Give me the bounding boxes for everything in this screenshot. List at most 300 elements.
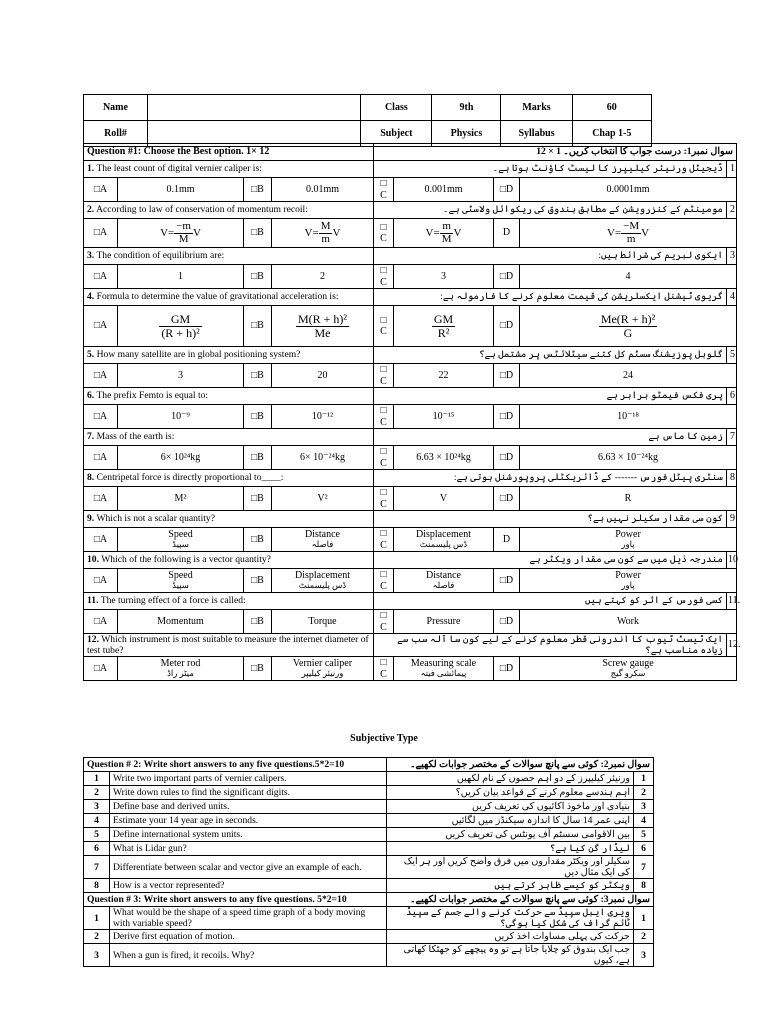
section-heading: Question # 3: Write short answers to any five questions. 5*2=10 (84, 893, 387, 907)
option-d (494, 657, 520, 681)
option-c-letter: C (380, 621, 387, 633)
option-b (244, 528, 272, 552)
question-row (84, 161, 737, 178)
option-d (494, 446, 520, 470)
mcq-heading-urdu: سوال نمبر1: درست جواب کا انتخاب کریں۔ 1 × 12 (374, 144, 737, 161)
short-question-row (84, 772, 654, 786)
option-b-checkbox[interactable]: □B (251, 662, 264, 674)
option-c-checkbox[interactable]: □ (380, 405, 387, 416)
short-question-row (84, 800, 654, 814)
option-c (374, 405, 394, 429)
option-c-letter: C (380, 189, 387, 201)
question-number-urdu: 3 (634, 800, 654, 814)
options-row (84, 569, 737, 593)
question-urdu: لیڈار گن کیا ہے؟ (387, 842, 634, 856)
option-c-answer (394, 487, 494, 511)
subject-label: Subject (361, 121, 432, 147)
question-text (84, 161, 374, 178)
option-d (494, 610, 520, 634)
option-c-answer (394, 219, 494, 248)
option-d-checkbox[interactable]: □D (499, 320, 514, 332)
question-number-urdu: 11. (727, 593, 737, 610)
name-label: Name (84, 95, 148, 121)
question-number-urdu: 8 (727, 470, 737, 487)
question-number-urdu: 2 (634, 786, 654, 800)
option-a-answer (118, 265, 244, 289)
question-urdu: جب ایک بندوق کو چلایا جاتا ہے تو وہ پیچھے کو جھٹکا کھاتی ہے، کیوں (387, 944, 634, 967)
subjective-title: Subjective Type (350, 733, 418, 744)
option-text-urdu: میٹر راڈ (167, 668, 194, 679)
denominator: (R + h)² (161, 325, 200, 340)
option-a-checkbox[interactable]: □A (93, 492, 108, 504)
question-number: 8. (87, 472, 95, 484)
option-d-checkbox[interactable]: □D (499, 615, 514, 627)
question-text (84, 388, 374, 405)
option-b-checkbox[interactable]: □B (251, 615, 264, 627)
short-question-row (84, 828, 654, 842)
option-text-urdu: فاصلہ (432, 580, 455, 591)
option-d-checkbox[interactable]: □D (499, 369, 514, 381)
numerator: m (440, 221, 454, 234)
option-c-letter: C (380, 276, 387, 288)
option-c-answer (394, 657, 494, 681)
option-c-checkbox[interactable]: □ (380, 178, 387, 189)
option-text-urdu: ورنیئر کیلیپر (301, 668, 344, 679)
option-a (84, 178, 118, 202)
option-text-urdu: پاور (621, 539, 635, 550)
option-a-checkbox[interactable]: □A (93, 574, 108, 586)
option-d (494, 487, 520, 511)
question-urdu: حرکت کی پہلی مساوات اخذ کریں (387, 930, 634, 944)
denominator: m (626, 232, 636, 245)
question-row (84, 202, 737, 219)
short-questions-table (83, 757, 654, 967)
formula-suffix: V (453, 226, 462, 239)
option-b (244, 446, 272, 470)
question-urdu: سنٹری پیٹل فورس ------- کے ڈائریکٹلی پروپورشنل ہوتی ہے: (374, 470, 727, 487)
option-a (84, 446, 118, 470)
option-a-checkbox[interactable]: □A (93, 270, 108, 282)
option-c-answer (394, 265, 494, 289)
question-number: 3 (84, 800, 110, 814)
option-text: Distance (426, 569, 461, 581)
question-number-urdu: 1 (634, 772, 654, 786)
option-a (84, 528, 118, 552)
option-b-checkbox[interactable]: □B (251, 492, 264, 504)
option-a-checkbox[interactable]: □A (93, 320, 108, 332)
option-a-answer (118, 569, 244, 593)
question-text (84, 289, 374, 306)
option-text: 0.01mm (305, 183, 340, 195)
question-number-urdu: 6 (634, 842, 654, 856)
numerator: GM (433, 311, 454, 326)
options-row (84, 265, 737, 289)
option-a-answer (118, 528, 244, 552)
question-text (84, 248, 374, 265)
option-c-checkbox[interactable]: □ (380, 569, 387, 580)
option-c-letter: C (380, 668, 387, 680)
question-english: Define base and derived units. (110, 800, 387, 814)
question-number: 1 (84, 772, 110, 786)
numerator: M (320, 219, 331, 232)
option-a (84, 610, 118, 634)
fraction (319, 221, 333, 245)
option-b-checkbox[interactable]: □B (251, 369, 264, 381)
option-d-answer (520, 569, 737, 593)
question-number: 2 (84, 786, 110, 800)
option-c-checkbox[interactable]: □ (380, 610, 387, 621)
option-text: Screw gauge (602, 657, 654, 669)
option-d-checkbox[interactable]: □D (499, 183, 514, 195)
question-english: Centripetal force is directly proportional to____: (96, 472, 284, 484)
option-c-answer (394, 569, 494, 593)
option-c-checkbox[interactable]: □ (380, 487, 387, 498)
question-number: 2 (84, 930, 110, 944)
section-heading-urdu: سوال نمبر2: کوئی سے پانچ سوالات کے مختصر جوابات لکھیے۔ (387, 758, 654, 772)
question-number-urdu: 5 (634, 828, 654, 842)
option-b (244, 569, 272, 593)
fraction (432, 313, 455, 339)
numerator: GM (159, 313, 201, 327)
numerator: −M (623, 219, 640, 232)
marks-value: 60 (572, 95, 651, 121)
question-urdu: ویری ایبل سپیڈ سے حرکت کرنے والے جسم کے سپیڈ ٹائم گراف کی شکل کیا ہوگی؟ (387, 907, 634, 930)
option-d (494, 306, 520, 347)
question-english: Which is not a scalar quantity? (96, 513, 215, 525)
question-number-urdu: 3 (727, 248, 737, 265)
short-question-row (84, 842, 654, 856)
option-c-checkbox[interactable]: □ (380, 364, 387, 375)
option-a-answer (118, 446, 244, 470)
option-text: 10⁻⁹ (171, 410, 190, 422)
option-a-answer (118, 178, 244, 202)
option-text: Momentum (157, 615, 204, 627)
option-b (244, 178, 272, 202)
option-c (374, 178, 394, 202)
option-text: 10⁻¹⁵ (432, 410, 455, 422)
option-c-letter: C (380, 375, 387, 387)
question-number-urdu: 12. (727, 634, 737, 657)
option-text: 6× 10⁻²⁴kg (300, 451, 345, 463)
denominator: M (178, 232, 189, 245)
question-row (84, 347, 737, 364)
option-d-answer (520, 610, 737, 634)
option-d-answer (520, 364, 737, 388)
option-b (244, 219, 272, 248)
option-a-checkbox[interactable]: □A (93, 369, 108, 381)
question-english: How many satellite are in global positioning system? (96, 349, 301, 361)
option-a (84, 265, 118, 289)
roll-label: Roll# (84, 121, 148, 147)
fraction (174, 221, 193, 245)
option-text: Displacement (416, 528, 471, 540)
short-question-row (84, 786, 654, 800)
question-urdu: ایک ٹیسٹ ٹیوب کا اندرونی قطر معلوم کرنے کے لیے کون سا آلہ سب سے زیادہ مناسب ہے؟ (374, 634, 727, 657)
question-urdu: اہم ہندسے معلوم کرنے کے قواعد بیان کریں؟ (387, 786, 634, 800)
syllabus-value: Chap 1-5 (572, 121, 651, 147)
section-heading-row (84, 893, 654, 907)
option-c-letter: C (380, 539, 387, 551)
option-a (84, 657, 118, 681)
question-number: 5 (84, 828, 110, 842)
question-english: How is a vector represented? (110, 879, 387, 893)
option-text: 6× 10²⁴kg (160, 451, 201, 463)
option-d-checkbox[interactable]: D (502, 227, 511, 239)
question-number: 3. (87, 250, 95, 262)
question-english: Derive first equation of motion. (110, 930, 387, 944)
option-text: Speed (168, 528, 193, 540)
option-d (494, 528, 520, 552)
short-question-row (84, 814, 654, 828)
short-question-row (84, 856, 654, 879)
option-d-checkbox[interactable]: □D (499, 410, 514, 422)
option-text: 2 (320, 270, 325, 282)
option-d-checkbox[interactable]: □D (499, 662, 514, 674)
option-text-urdu: سپیڈ (172, 580, 189, 591)
options-row (84, 446, 737, 470)
option-b (244, 306, 272, 347)
question-row (84, 289, 737, 306)
question-urdu: پری فکس فیمٹو برابر ہے (374, 388, 727, 405)
question-row (84, 429, 737, 446)
option-b-answer (272, 446, 374, 470)
option-c-answer (394, 610, 494, 634)
option-text-urdu: ڈس پلیسمنٹ (419, 539, 468, 550)
option-text: 0.0001mm (606, 183, 650, 195)
option-a-checkbox[interactable]: □A (93, 227, 108, 239)
option-text-urdu: ڈس پلیسمنٹ (298, 580, 347, 591)
option-d-answer (520, 219, 737, 248)
short-question-row (84, 907, 654, 930)
option-c-checkbox[interactable]: □ (380, 314, 387, 326)
option-c-letter: C (380, 326, 387, 337)
question-english: Formula to determine the value of gravitational acceleration is: (96, 291, 339, 303)
option-d-checkbox[interactable]: □D (499, 451, 514, 463)
option-text: R (624, 492, 632, 504)
option-text: 6.63 × 10⁻²⁴kg (598, 451, 658, 463)
option-text-urdu: فاصلہ (311, 539, 334, 550)
option-a (84, 306, 118, 347)
question-number-urdu: 7 (727, 429, 737, 446)
formula-prefix: V= (425, 226, 440, 239)
option-b-answer (272, 219, 374, 248)
option-c (374, 265, 394, 289)
option-c (374, 364, 394, 388)
option-b-checkbox[interactable]: □B (251, 410, 264, 422)
question-text (84, 347, 374, 364)
question-row (84, 511, 737, 528)
question-text (84, 593, 374, 610)
question-english: The prefix Femto is equal to: (96, 390, 209, 402)
option-b-answer (272, 364, 374, 388)
formula-prefix: V= (304, 226, 319, 239)
question-row (84, 552, 737, 569)
question-urdu: بین الاقوامی سسٹم آف یونٹس کی تعریف کریں (387, 828, 634, 842)
options-row (84, 528, 737, 552)
option-c-answer (394, 364, 494, 388)
question-row (84, 593, 737, 610)
name-field[interactable] (147, 95, 360, 121)
option-b-answer (272, 178, 374, 202)
option-text: Torque (308, 615, 337, 627)
option-c (374, 306, 394, 347)
question-english: Define international system units. (110, 828, 387, 842)
option-a-checkbox[interactable]: □A (93, 410, 108, 422)
option-b-checkbox[interactable]: □B (251, 320, 264, 332)
option-text: Work (617, 615, 639, 627)
option-a (84, 487, 118, 511)
option-text: Power (615, 528, 641, 540)
option-text: Meter rod (160, 657, 201, 669)
option-b (244, 405, 272, 429)
option-b-checkbox[interactable]: □B (251, 227, 264, 239)
question-english: The least count of digital vernier caliper is: (96, 163, 262, 175)
option-c (374, 219, 394, 248)
formula-suffix: V (641, 226, 650, 239)
option-text: 22 (438, 369, 449, 381)
option-b-checkbox[interactable]: □B (251, 574, 264, 586)
option-a-checkbox[interactable]: □A (93, 662, 108, 674)
option-c-checkbox[interactable]: □ (380, 657, 387, 669)
question-number: 4. (87, 291, 95, 303)
question-number: 5. (87, 349, 95, 361)
question-text (84, 202, 374, 219)
option-b-answer (272, 610, 374, 634)
option-c (374, 446, 394, 470)
question-english: What would be the shape of a speed time graph of a body moving with variable speed? (110, 907, 387, 930)
option-c-letter: C (380, 580, 387, 592)
option-b (244, 610, 272, 634)
question-english: Which of the following is a vector quantity? (101, 554, 271, 566)
option-c-letter: C (380, 416, 387, 428)
option-b-answer (272, 569, 374, 593)
option-d-checkbox[interactable]: □D (499, 574, 514, 586)
option-c (374, 610, 394, 634)
class-value: 9th (432, 95, 501, 121)
question-number: 1 (84, 907, 110, 930)
option-a-checkbox[interactable]: □A (93, 615, 108, 627)
option-text: Vernier caliper (292, 657, 353, 669)
option-a-checkbox[interactable]: □A (93, 533, 108, 545)
mcq-table (83, 143, 741, 681)
option-d-answer (520, 446, 737, 470)
option-text: 0.001mm (424, 183, 463, 195)
question-urdu: ورنیئر کیلیپرز کے دو اہم حصوں کے نام لکھیں (387, 772, 634, 786)
option-c-answer (394, 306, 494, 347)
option-text: 4 (625, 270, 631, 282)
class-label: Class (361, 95, 432, 121)
denominator: M (441, 232, 452, 245)
option-d (494, 364, 520, 388)
options-row (84, 487, 737, 511)
question-number-urdu: 3 (634, 944, 654, 967)
question-urdu: ایکوی لبریم کی شرائط ہیں: (374, 248, 727, 265)
section-heading-urdu: سوال نمبر3: کوئی سے پانچ سوالات کے مختصر جوابات لکھیے۔ (387, 893, 654, 907)
option-d-checkbox[interactable]: □D (499, 492, 514, 504)
question-number-urdu: 10 (727, 552, 737, 569)
option-d (494, 569, 520, 593)
option-text-urdu: سکرو گیج (610, 668, 646, 679)
numerator: Me(R + h)² (600, 311, 656, 326)
option-c-letter: C (380, 457, 387, 469)
question-number: 1. (87, 163, 95, 175)
option-text: 10⁻¹⁸ (617, 410, 639, 422)
option-text: Distance (305, 528, 340, 540)
option-d-checkbox[interactable]: □D (499, 270, 514, 282)
option-b-checkbox[interactable]: □B (251, 533, 264, 545)
option-c-answer (394, 446, 494, 470)
option-c-checkbox[interactable]: □ (380, 265, 387, 276)
denominator: Me (314, 325, 331, 340)
section-heading: Question # 2: Write short answers to any five questions.5*2=10 (84, 758, 387, 772)
option-d-checkbox[interactable]: D (502, 533, 511, 545)
question-number-urdu: 4 (634, 814, 654, 828)
option-b-answer (272, 306, 374, 347)
option-text: 24 (623, 369, 633, 381)
option-text: M² (174, 492, 187, 504)
option-b (244, 657, 272, 681)
option-a (84, 364, 118, 388)
option-b-checkbox[interactable]: □B (251, 183, 264, 195)
option-text: 3 (178, 369, 183, 381)
option-text-urdu: سپیڈ (172, 539, 189, 550)
question-number: 10. (87, 554, 99, 566)
option-a (84, 219, 118, 248)
option-text: Pressure (426, 615, 461, 627)
option-b (244, 265, 272, 289)
question-english: Which instrument is most suitable to measure the internet diameter of test tube? (87, 634, 369, 657)
subject-value: Physics (432, 121, 501, 147)
option-a-checkbox[interactable]: □A (93, 183, 108, 195)
question-number: 12. (87, 634, 99, 645)
option-d (494, 178, 520, 202)
question-urdu: ڈیجیٹل ورنیئر کیلیپرز کا لیسٹ کاؤنٹ ہوتا ہے۔ (374, 161, 727, 178)
option-text: 6.63 × 10²⁴kg (416, 451, 471, 463)
question-row (84, 470, 737, 487)
question-english: Write down rules to find the significant digits. (110, 786, 387, 800)
option-a-answer (118, 657, 244, 681)
option-c-answer (394, 178, 494, 202)
option-c-checkbox[interactable]: □ (380, 446, 387, 457)
question-english: Mass of the earth is: (96, 431, 175, 443)
question-text (84, 511, 374, 528)
option-c-checkbox[interactable]: □ (380, 528, 387, 539)
question-english: When a gun is fired, it recoils. Why? (110, 944, 387, 967)
option-text: 20 (317, 369, 328, 381)
option-b-answer (272, 487, 374, 511)
option-text: Measuring scale (410, 657, 477, 669)
options-row (84, 405, 737, 429)
question-text (84, 634, 374, 657)
denominator: R² (437, 325, 450, 340)
option-d (494, 265, 520, 289)
option-c-checkbox[interactable]: □ (380, 221, 387, 233)
option-b-checkbox[interactable]: □B (251, 451, 264, 463)
options-row (84, 219, 737, 248)
question-number: 6 (84, 842, 110, 856)
options-row (84, 610, 737, 634)
option-b-checkbox[interactable]: □B (251, 270, 264, 282)
option-d-answer (520, 265, 737, 289)
formula-prefix: V= (160, 226, 175, 239)
option-c-answer (394, 528, 494, 552)
question-number: 2. (87, 204, 95, 216)
question-number: 7 (84, 856, 110, 879)
marks-label: Marks (501, 95, 572, 121)
option-a-checkbox[interactable]: □A (93, 451, 108, 463)
options-row (84, 364, 737, 388)
option-d-answer (520, 487, 737, 511)
